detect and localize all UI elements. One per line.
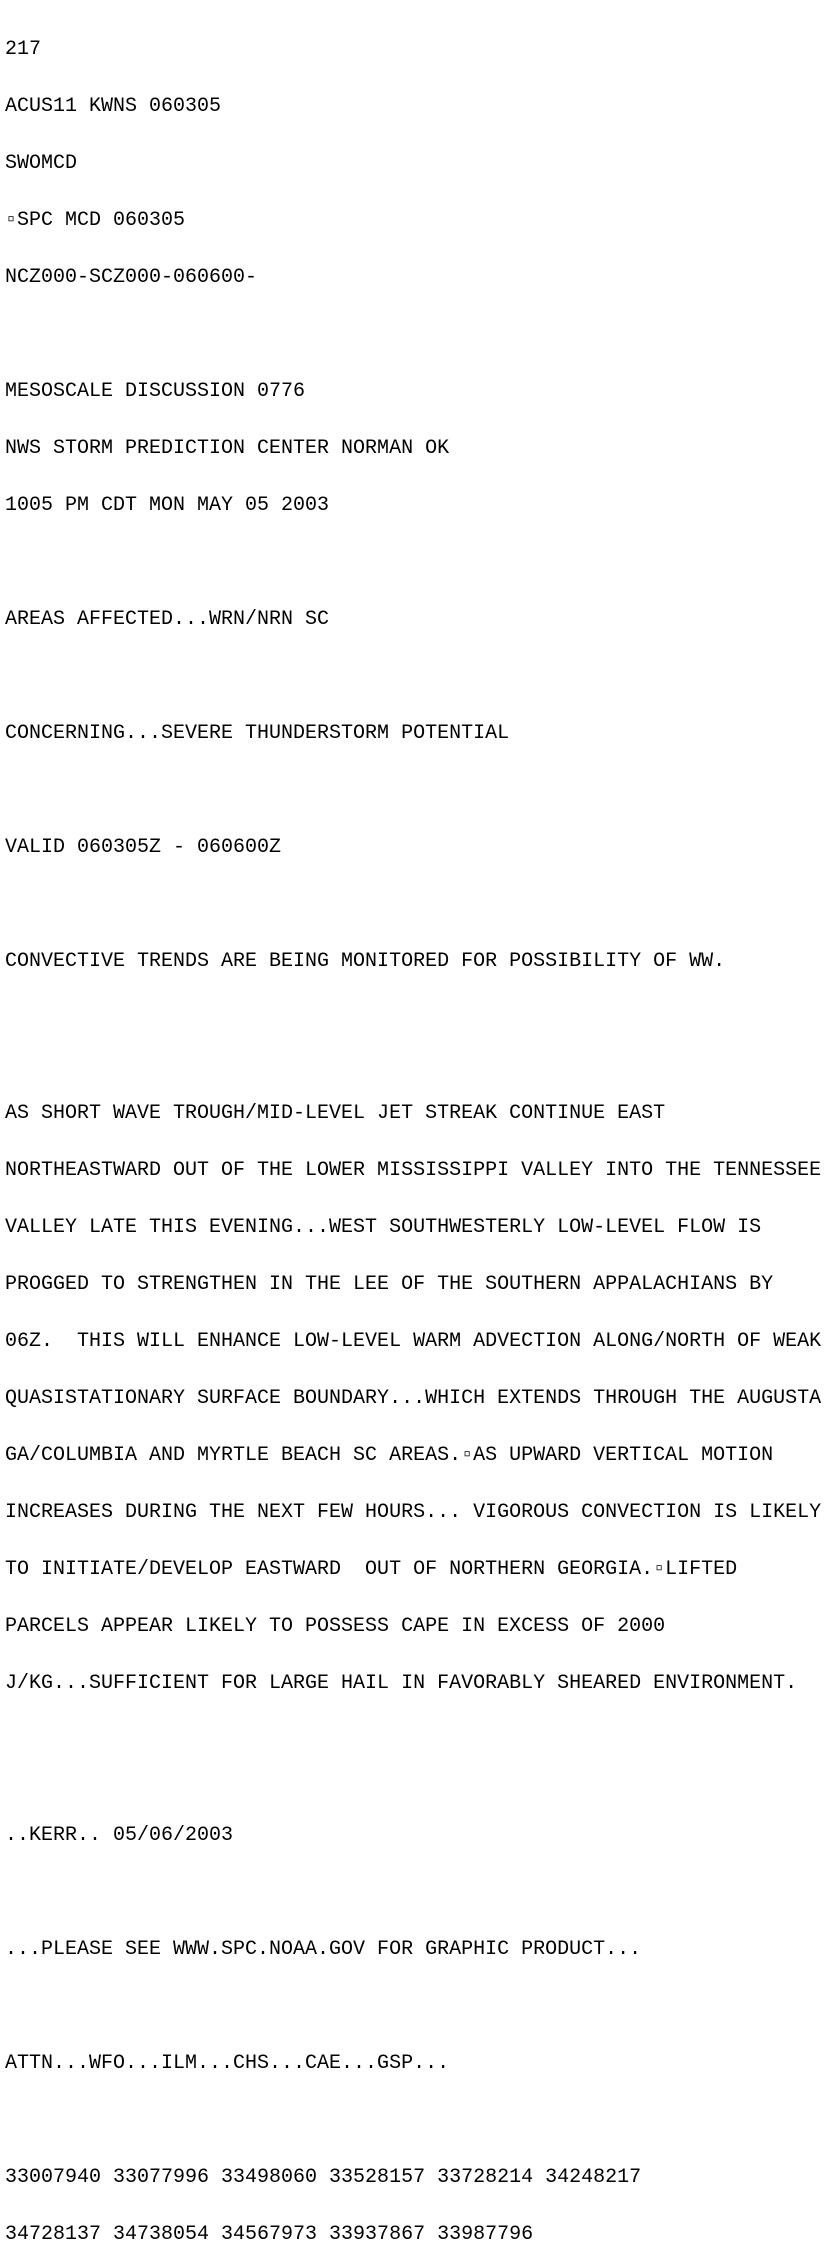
product-line: ▫SPC MCD 060305	[5, 209, 186, 232]
blank-line	[5, 1883, 826, 1902]
discussion-document	[5, 2, 826, 2263]
body-line: PROGGED TO STRENGTHEN IN THE LEE OF THE SOUTHERN APPALACHIANS BY	[5, 1273, 774, 1296]
body-line: 06Z. THIS WILL ENHANCE LOW-LEVEL WARM ADVECTION ALONG/NORTH OF WEAK	[5, 1330, 822, 1353]
body-line: QUASISTATIONARY SURFACE BOUNDARY...WHICH EXTENDS THROUGH THE AUGUSTA	[5, 1387, 822, 1410]
discussion-title: MESOSCALE DISCUSSION 0776	[5, 380, 306, 403]
valid-period: VALID 060305Z - 060600Z	[5, 836, 282, 859]
latlon-line: 33007940 33077996 33498060 33528157 33728214 34248217	[5, 2166, 642, 2189]
blank-line	[5, 1009, 826, 1028]
body-line: AS SHORT WAVE TROUGH/MID-LEVEL JET STREAK CONTINUE EAST	[5, 1102, 666, 1125]
body-line: J/KG...SUFFICIENT FOR LARGE HAIL IN FAVORABLY SHEARED ENVIRONMENT.	[5, 1672, 798, 1695]
blank-line	[5, 895, 826, 914]
latlon-line: 34728137 34738054 34567973 33937867 33987796	[5, 2223, 534, 2246]
issuing-office: NWS STORM PREDICTION CENTER NORMAN OK	[5, 437, 450, 460]
body-line: TO INITIATE/DEVELOP EASTWARD OUT OF NORTHERN GEORGIA.▫LIFTED	[5, 1558, 738, 1581]
summary: CONVECTIVE TRENDS ARE BEING MONITORED FOR POSSIBILITY OF WW.	[5, 950, 726, 973]
wmo-header: ACUS11 KWNS 060305	[5, 95, 222, 118]
forecaster-signature: ..KERR.. 05/06/2003	[5, 1824, 234, 1847]
blank-line	[5, 325, 826, 344]
zone-codes: NCZ000-SCZ000-060600-	[5, 266, 258, 289]
body-line: GA/COLUMBIA AND MYRTLE BEACH SC AREAS.▫AS UPWARD VERTICAL MOTION	[5, 1444, 774, 1467]
blank-line	[5, 667, 826, 686]
discussion-body	[5, 1066, 826, 1731]
blank-line	[5, 2111, 826, 2130]
body-line: PARCELS APPEAR LIKELY TO POSSESS CAPE IN EXCESS OF 2000	[5, 1615, 666, 1638]
blank-line	[5, 781, 826, 800]
blank-line	[5, 553, 826, 572]
body-line: NORTHEASTWARD OUT OF THE LOWER MISSISSIPPI VALLEY INTO THE TENNESSEE	[5, 1159, 822, 1182]
graphic-product-note: ...PLEASE SEE WWW.SPC.NOAA.GOV FOR GRAPHIC PRODUCT...	[5, 1938, 642, 1961]
blank-line	[5, 1997, 826, 2016]
awips-id: SWOMCD	[5, 152, 78, 175]
concerning: CONCERNING...SEVERE THUNDERSTORM POTENTIAL	[5, 722, 510, 745]
sequence-number: 217	[5, 38, 42, 61]
body-line: VALLEY LATE THIS EVENING...WEST SOUTHWESTERLY LOW-LEVEL FLOW IS	[5, 1216, 762, 1239]
blank-line	[5, 1769, 826, 1788]
issue-time: 1005 PM CDT MON MAY 05 2003	[5, 494, 330, 517]
areas-affected: AREAS AFFECTED...WRN/NRN SC	[5, 608, 330, 631]
body-line: INCREASES DURING THE NEXT FEW HOURS... VIGOROUS CONVECTION IS LIKELY	[5, 1501, 822, 1524]
attn-offices: ATTN...WFO...ILM...CHS...CAE...GSP...	[5, 2052, 450, 2075]
